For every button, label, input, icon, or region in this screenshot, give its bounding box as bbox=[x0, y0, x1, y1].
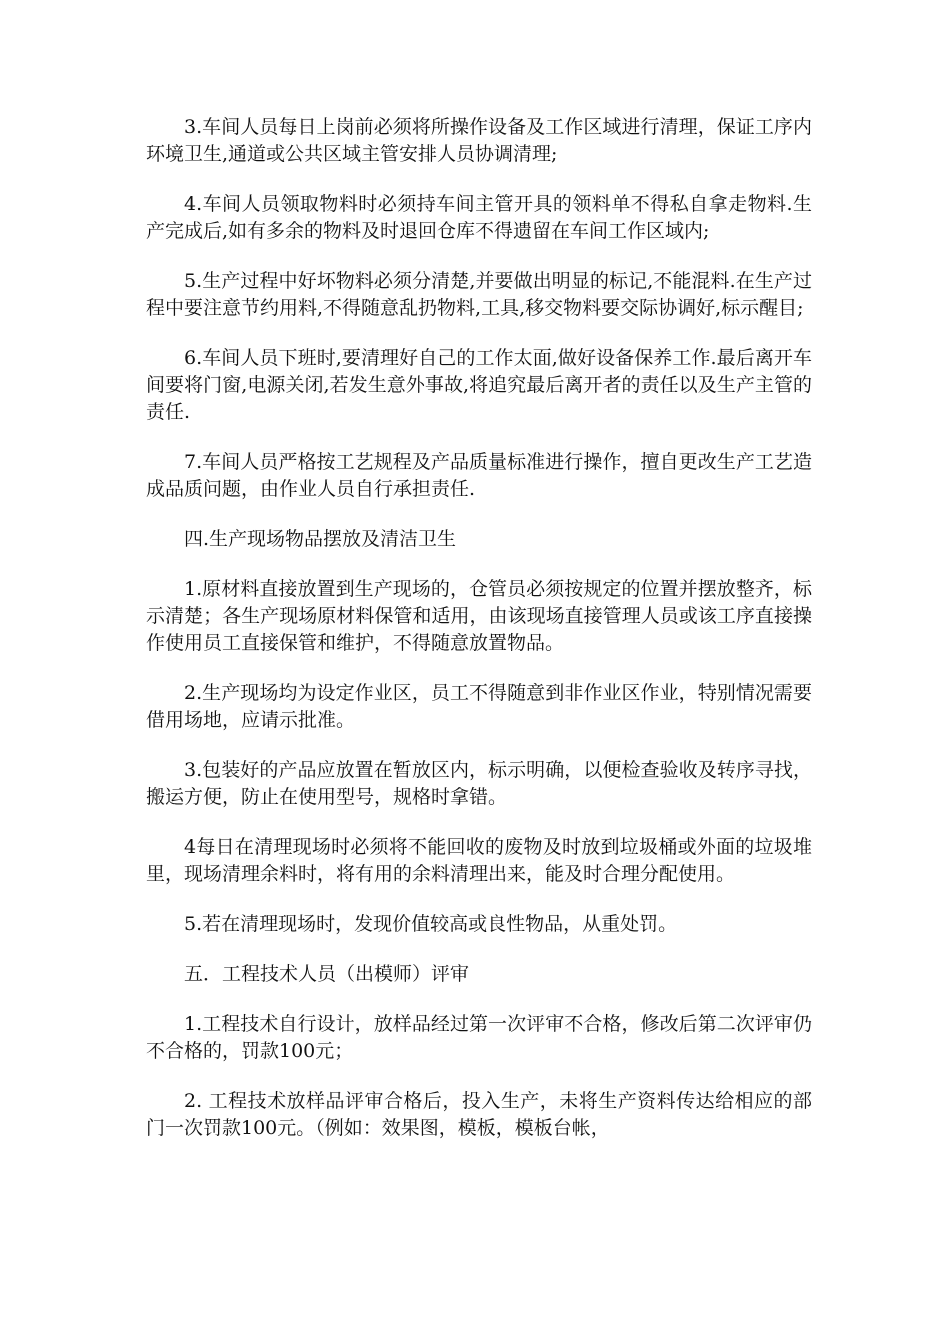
paragraph-work-area: 2.生产现场均为设定作业区，员工不得随意到非作业区作业，特别情况需要借用场地，应请示批准。 bbox=[146, 682, 812, 731]
paragraph-workshop-cleaning: 3.车间人员每日上岗前必须将所操作设备及工作区域进行清理，保证工序内环境卫生,通道或公共区域主管安排人员协调清理; bbox=[146, 116, 812, 165]
paragraph-raw-material-placement: 1.原材料直接放置到生产现场的，仓管员必须按规定的位置并摆放整齐，标示清楚；各生产现场原材料保管和适用，由该现场直接管理人员或该工序直接操作使用员工直接保管和维护，不得随意放置物品。 bbox=[146, 578, 812, 654]
section-heading-4: 四.生产现场物品摆放及清洁卫生 bbox=[184, 528, 457, 550]
document-page bbox=[146, 114, 812, 1165]
paragraph-material-requisition: 4.车间人员领取物料时必须持车间主管开具的领料单不得私自拿走物料.生产完成后,如有多余的物料及时退回仓库不得遗留在车间工作区域内; bbox=[146, 193, 812, 242]
paragraph-process-compliance: 7.车间人员严格按工艺规程及产品质量标准进行操作，擅自更改生产工艺造成品质问题，由作业人员自行承担责任. bbox=[146, 451, 812, 500]
paragraph-material-sorting: 5.生产过程中好坏物料必须分清楚,并要做出明显的标记,不能混料.在生产过程中要注意节约用料,不得随意乱扔物料,工具,移交物料要交际协调好,标示醒目; bbox=[146, 270, 812, 319]
paragraph-end-of-shift: 6.车间人员下班时,要清理好自己的工作太面,做好设备保养工作.最后离开车间要将门窗,电源关闭,若发生意外事故,将追究最后离开者的责任以及生产主管的责任. bbox=[146, 347, 812, 423]
section-heading-5: 五．工程技术人员（出模师）评审 bbox=[184, 963, 470, 985]
paragraph-production-handoff: 2. 工程技术放样品评审合格后，投入生产，未将生产资料传达给相应的部门一次罚款100元。（例如：效果图，模板，模板台帐， bbox=[146, 1090, 812, 1139]
paragraph-valuable-items: 5.若在清理现场时，发现价值较高或良性物品，从重处罚。 bbox=[184, 913, 678, 935]
paragraph-design-review: 1.工程技术自行设计，放样品经过第一次评审不合格，修改后第二次评审仍不合格的，罚款100元； bbox=[146, 1013, 812, 1062]
paragraph-waste-disposal: 4每日在清理现场时必须将不能回收的废物及时放到垃圾桶或外面的垃圾堆里，现场清理余料时，将有用的余料清理出来，能及时合理分配使用。 bbox=[146, 836, 812, 885]
paragraph-packaged-products: 3.包装好的产品应放置在暂放区内，标示明确，以便检查验收及转序寻找，搬运方便，防止在使用型号，规格时拿错。 bbox=[146, 759, 812, 808]
